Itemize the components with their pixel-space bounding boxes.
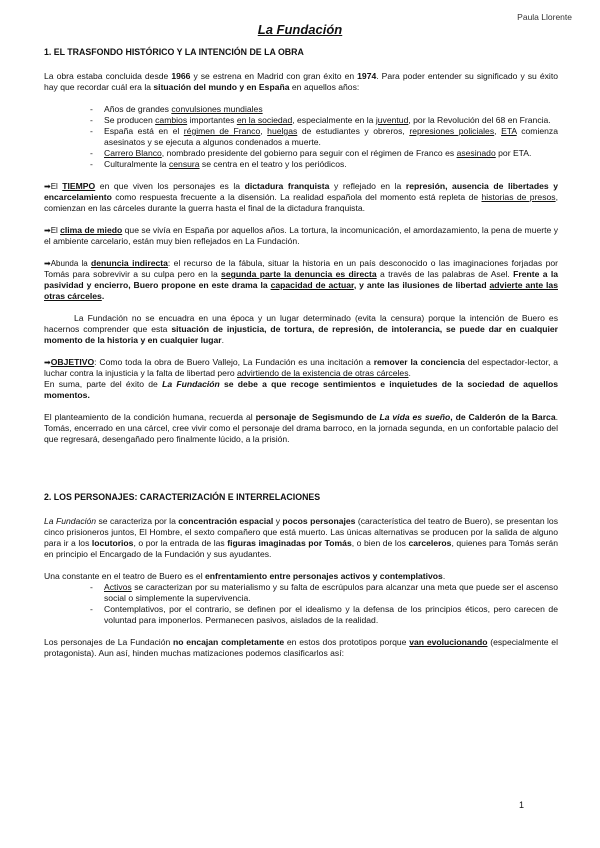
document-body xyxy=(44,47,558,670)
paragraph-denuncia: ➡Abunda la denuncia indirecta: el recurso de la fábula, situar la historia en un país desconocido o las imaginaciones forjadas por Tomás para sobrevivir a su culpa pero en la segunda parte la denuncia es directa a través de las palabras de Asel. Frente a la pasividad y encierro, Buero propone en este drama la capacidad de actuar, y ante las ilusiones de libertad advierte ante las otras cárceles. xyxy=(44,258,558,301)
list-item: - Se producen cambios importantes en la sociedad, especialmente en la juventud, por la Revolución del 68 en Francia. xyxy=(104,115,558,126)
list-item: - Carrero Blanco, nombrado presidente del gobierno para seguir con el régimen de Franco es asesinado por ETA. xyxy=(104,148,558,159)
author-name: Paula Llorente xyxy=(517,12,572,22)
paragraph-personajes-intro: La Fundación se caracteriza por la concentración espacial y pocos personajes (característica del teatro de Buero), se presentan los cinco prisioneros juntos, El Hombre, el sexto compañero que está muerto. Las únicas alternativas se producen por la salida de alguno para ir a los locutorios, o por la entrada de las figuras imaginadas por Tomás, o bien de los carceleros, quienes para Tomás serán en principio el Encargado de la Fundación y sus ayudantes. xyxy=(44,516,559,559)
paragraph-suma: En suma, parte del éxito de La Fundación se debe a que recoge sentimientos e inquietudes de la sociedad de aquellos momentos. xyxy=(44,379,558,400)
list-item: - Culturalmente la censura se centra en el teatro y los periódicos. xyxy=(104,159,558,170)
list-item: - Años de grandes convulsiones mundiales xyxy=(104,104,558,115)
paragraph-objetivo: ➡OBJETIVO: Como toda la obra de Buero Vallejo, La Fundación es una incitación a remover la conciencia del espectador-lector, a luchar contra la injusticia y la falta de libertad pero advirtiendo de la existencia de otras cárceles. xyxy=(44,357,558,378)
section-heading-2: 2. LOS PERSONAJES: CARACTERIZACIÓN E INTERRELACIONES xyxy=(44,492,321,502)
list-item: - Contemplativos, por el contrario, se definen por el idealismo y la defensa de los principios éticos, pero carecen de voluntad para imponerlos. Permanecen pasivos, aislados de la realidad. xyxy=(104,604,558,626)
page-title: La Fundación xyxy=(257,22,343,37)
paragraph-planteamiento: El planteamiento de la condición humana, recuerda al personaje de Segismundo de La vida es sueño, de Calderón de la Barca. Tomás, encerrado en una cárcel, cree vivir como el personaje del drama barroco, en la jornada segunda, en un confortable palacio del que regresará, desengañado pero finalmente lúcido, a la prisión. xyxy=(44,412,559,444)
list-item: - España está en el régimen de Franco, huelgas de estudiantes y obreros, represiones policiales, ETA comienza asesinatos y se ejecuta a algunos condenados a muerte. xyxy=(104,126,558,148)
context-list xyxy=(44,104,558,170)
list-item: - Activos se caracterizan por su materialismo y su falta de escrúpulos para alcanzar una meta que puede ser el ascenso social o simplemente la supervivencia. xyxy=(104,582,558,604)
section-heading-1: 1. EL TRASFONDO HISTÓRICO Y LA INTENCIÓN DE LA OBRA xyxy=(44,47,304,57)
intro-paragraph: La obra estaba concluida desde 1966 y se estrena en Madrid con gran éxito en 1974. Para poder entender su significado y su éxito hay que recordar cuál era la situación del mundo y en España en aquellos años: xyxy=(44,71,558,92)
paragraph-final: Los personajes de La Fundación no encajan completamente en estos dos prototipos porque van evolucionando (especialmente el protagonista). Aun así, hinden muchas matizaciones podemos clasificarlos así: xyxy=(44,637,558,658)
page-number: 1 xyxy=(518,800,524,810)
paragraph-clima: ➡El clima de miedo que se vivía en España por aquellos años. La tortura, la incomunicación, el amordazamiento, la pena de muerte y el ambiente carcelario, están muy bien reflejados en La Fundación. xyxy=(44,225,558,246)
paragraph-epoca: La Fundación no se encuadra en una época y un lugar determinado (evita la censura) porque la intención de Buero es hacernos comprender que esta situación de injusticia, de tortura, de represión, de intolerancia, se puede dar en cualquier momento de la historia y en cualquier lugar. xyxy=(44,313,558,345)
paragraph-tiempo: ➡El TIEMPO en que viven los personajes es la dictadura franquista y reflejado en la represión, ausencia de libertades y encarcelamiento como respuesta frecuente a la disensión. La realidad española del momento está repleta de historias de presos, comienzan en las cárceles durante la guerra hasta el final de la dictadura franquista. xyxy=(44,181,558,213)
paragraph-constante: Una constante en el teatro de Buero es el enfrentamiento entre personajes activos y contemplativos. xyxy=(44,571,446,581)
personajes-list xyxy=(44,582,558,626)
